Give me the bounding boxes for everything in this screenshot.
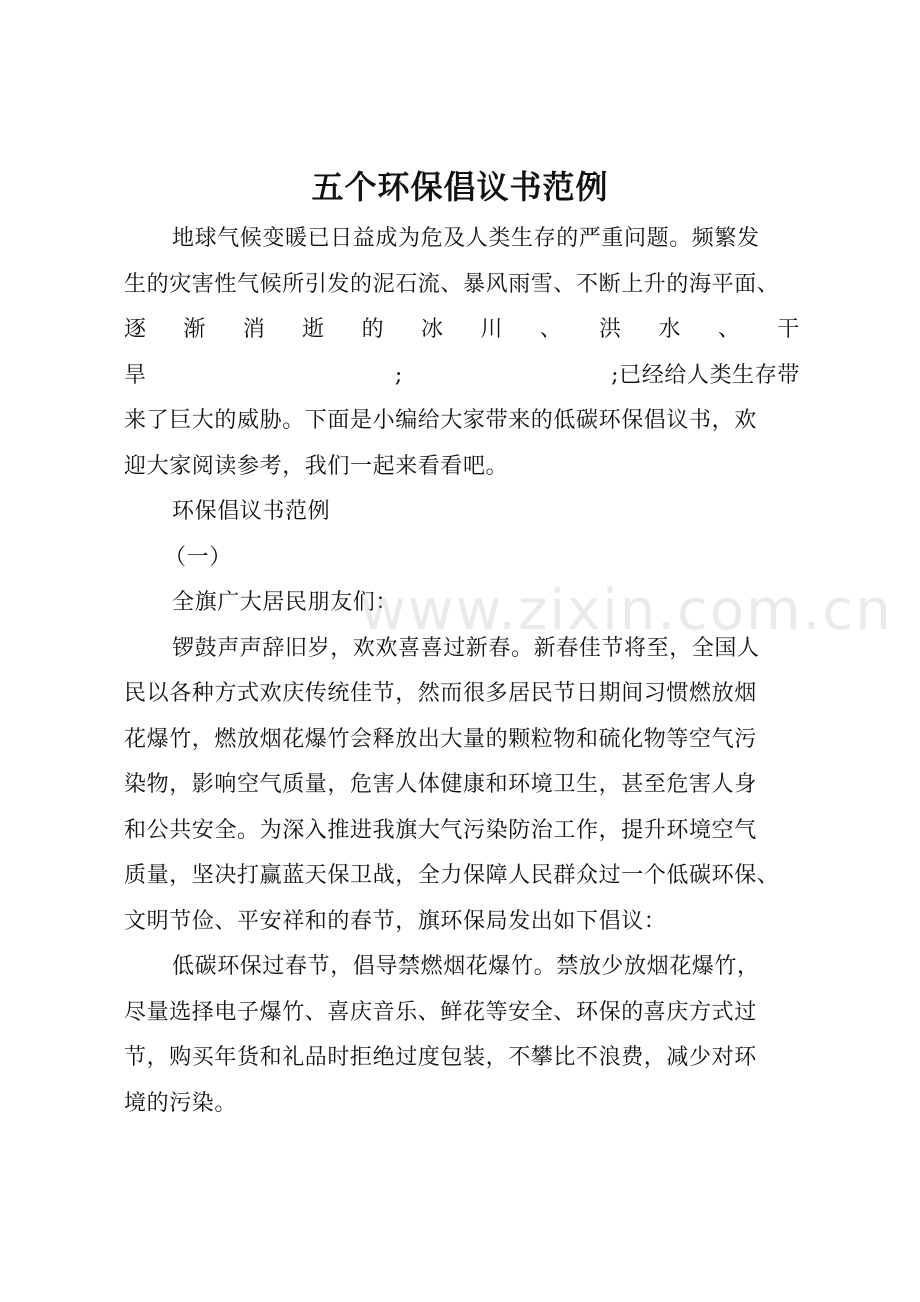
para1-line-4: 染物，影响空气质量，危害人体健康和环境卫生，甚至危害人身 <box>124 772 757 797</box>
intro-word: 冰 <box>420 317 444 342</box>
para1-line-5: 和公共安全。为深入推进我旗大气污染防治工作，提升环境空气 <box>124 817 757 843</box>
intro-fragment: 旱 <box>124 362 147 388</box>
subheading: 环保倡议书范例 <box>172 499 331 524</box>
para1-line-3: 花爆竹，燃放烟花爆竹会释放出大量的颗粒物和硫化物等空气污 <box>124 726 757 752</box>
intro-word: 洪 <box>599 317 622 342</box>
para2-line-4: 境的污染。 <box>124 1090 238 1116</box>
intro-word: 干 <box>777 317 800 342</box>
intro-word: 消 <box>242 317 266 342</box>
para1-line-2: 民以各种方式欢庆传统佳节，然而很多居民节日期间习惯燃放烟 <box>124 681 757 706</box>
intro-line-5: 来了巨大的威胁。下面是小编给大家带来的低碳环保倡议书，欢 <box>124 408 757 433</box>
intro-word: 渐 <box>183 317 206 342</box>
intro-line-1: 地球气候变暖已日益成为危及人类生存的严重问题。频繁发 <box>172 226 760 251</box>
para1-line-6: 质量，坚决打赢蓝天保卫战，全力保障人民群众过一个低碳环保、 <box>124 863 780 888</box>
intro-word: 逐 <box>124 317 147 342</box>
watermark: www.zixin.com.cn <box>360 578 893 643</box>
intro-fragment: ; <box>394 362 403 388</box>
intro-fragment: ;已经给人类生存带 <box>611 362 800 388</box>
intro-line-3 <box>124 307 800 353</box>
para1-line-7: 文明节俭、平安祥和的春节，旗环保局发出如下倡议： <box>124 908 667 934</box>
salutation: 全旗广大居民朋友们： <box>172 590 399 615</box>
para2-line-3: 节，购买年货和礼品时拒绝过度包装，不攀比不浪费，减少对环 <box>124 1045 757 1070</box>
intro-line-4 <box>124 353 800 399</box>
para1-line-1: 锣鼓声声辞旧岁，欢欢喜喜过新春。新春佳节将至，全国人 <box>172 635 760 661</box>
intro-word: 、 <box>539 317 563 342</box>
intro-word: 、 <box>717 317 741 342</box>
intro-line-2: 生的灾害性气候所引发的泥石流、暴风雨雪、不断上升的海平面、 <box>124 271 780 297</box>
intro-line-6: 迎大家阅读参考，我们一起来看看吧。 <box>124 453 509 479</box>
para2-line-2: 尽量选择电子爆竹、喜庆音乐、鲜花等安全、环保的喜庆方式过 <box>124 999 757 1025</box>
document-body <box>124 216 800 1126</box>
document-title: 五个环保倡议书范例 <box>311 168 609 206</box>
section-number: （一） <box>164 544 232 570</box>
intro-word: 的 <box>361 317 385 342</box>
para2-line-1: 低碳环保过春节，倡导禁燃烟花爆竹。禁放少放烟花爆竹， <box>172 954 760 979</box>
intro-word: 水 <box>658 317 682 342</box>
intro-word: 川 <box>480 317 503 342</box>
intro-word: 逝 <box>302 317 325 342</box>
